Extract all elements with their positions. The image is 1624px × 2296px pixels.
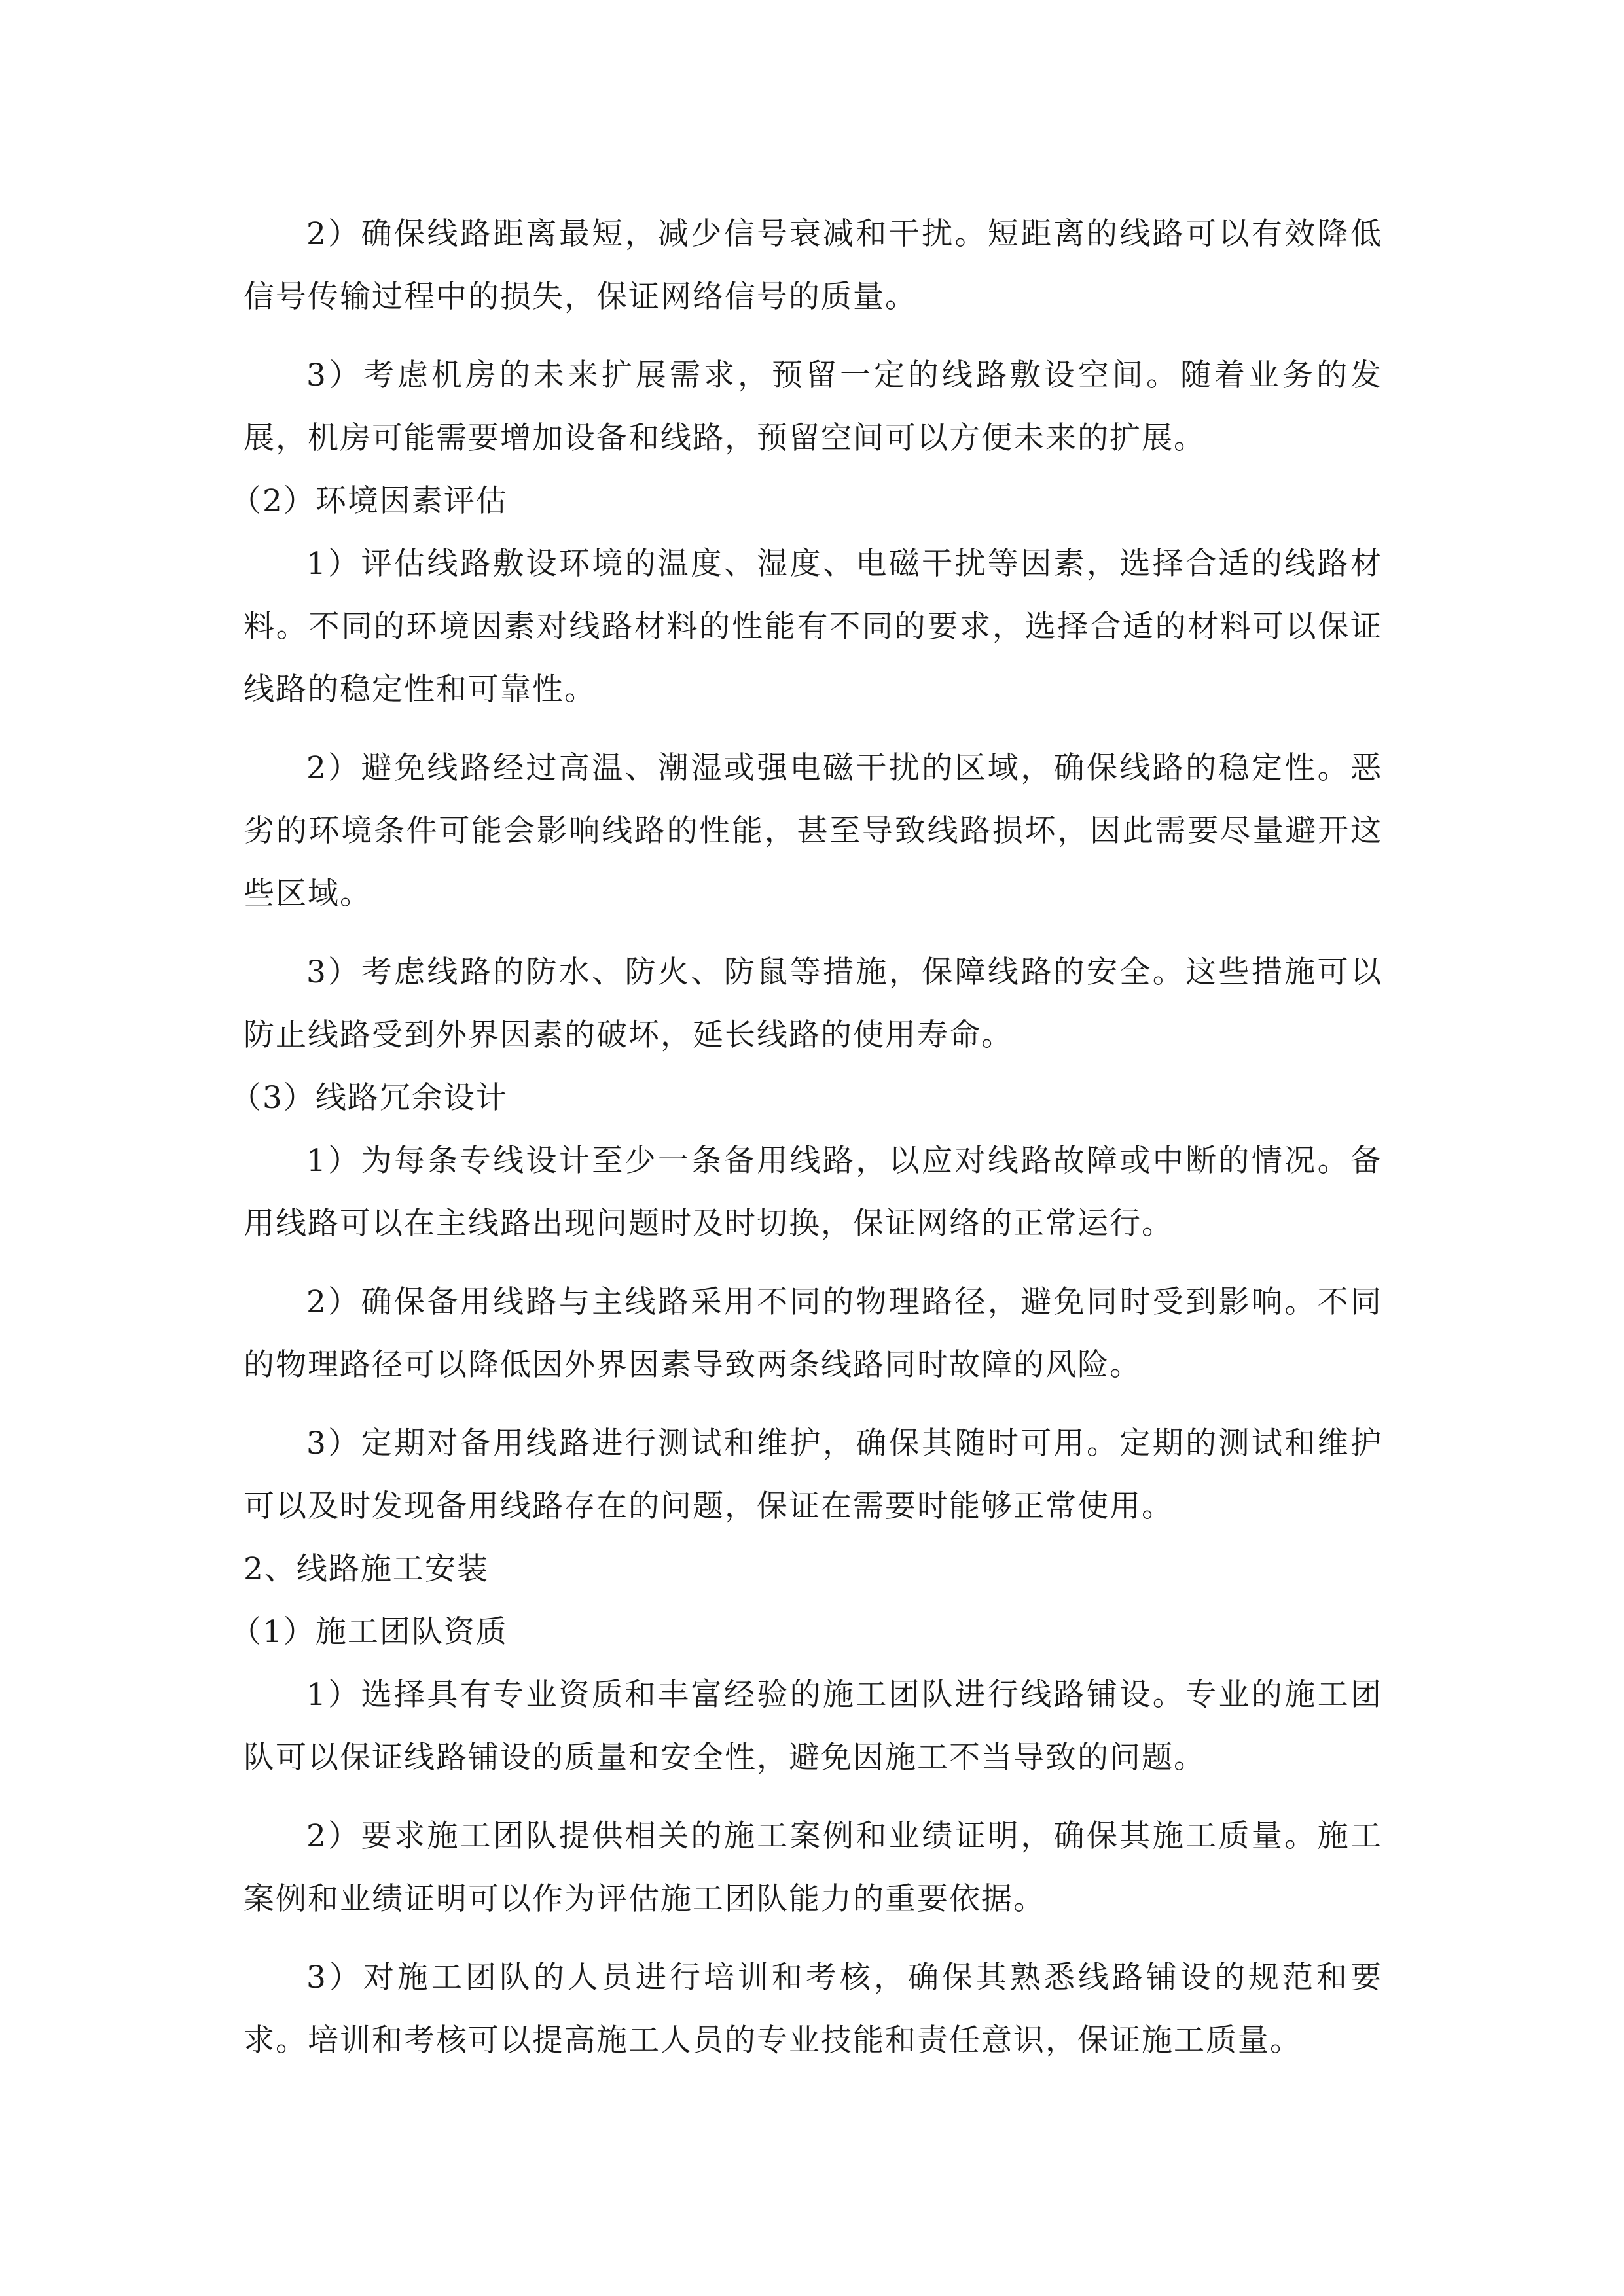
paragraph-3-training: 3）对施工团队的人员进行培训和考核，确保其熟悉线路铺设的规范和要求。培训和考核可以提高施工人员的专业技能和责任意识，保证施工质量。 bbox=[244, 1960, 1382, 2058]
paragraph-2-separate-paths: 2）确保备用线路与主线路采用不同的物理路径，避免同时受到影响。不同的物理路径可以降低因外界因素导致两条线路同时故障的风险。 bbox=[244, 1284, 1382, 1383]
paragraph-1-environment-assessment: 1）评估线路敷设环境的温度、湿度、电磁干扰等因素，选择合适的线路材料。不同的环境因素对线路材料的性能有不同的要求，选择合适的材料可以保证线路的稳定性和可靠性。 bbox=[244, 546, 1382, 708]
paragraph-3-protection-measures: 3）考虑线路的防水、防火、防鼠等措施，保障线路的安全。这些措施可以防止线路受到外界因素的破坏，延长线路的使用寿命。 bbox=[244, 954, 1382, 1053]
paragraph-1-select-team: 1）选择具有专业资质和丰富经验的施工团队进行线路铺设。专业的施工团队可以保证线路铺设的质量和安全性，避免因施工不当导致的问题。 bbox=[244, 1677, 1382, 1776]
paragraph-3-backup-testing: 3）定期对备用线路进行测试和维护，确保其随时可用。定期的测试和维护可以及时发现备用线路存在的问题，保证在需要时能够正常使用。 bbox=[244, 1426, 1382, 1524]
paragraph-2-case-proof: 2）要求施工团队提供相关的施工案例和业绩证明，确保其施工质量。施工案例和业绩证明可以作为评估施工团队能力的重要依据。 bbox=[244, 1818, 1382, 1917]
paragraph-3-future-expansion: 3）考虑机房的未来扩展需求，预留一定的线路敷设空间。随着业务的发展，机房可能需要增加设备和线路，预留空间可以方便未来的扩展。 bbox=[244, 357, 1382, 456]
section-heading-environment: （2）环境因素评估 bbox=[230, 483, 508, 519]
paragraph-2-shortest-route: 2）确保线路距离最短，减少信号衰减和干扰。短距离的线路可以有效降低信号传输过程中的损失，保证网络信号的质量。 bbox=[244, 216, 1382, 315]
section-heading-team-qualification: （1）施工团队资质 bbox=[230, 1614, 508, 1650]
section-heading-redundancy: （3）线路冗余设计 bbox=[230, 1080, 508, 1116]
paragraph-1-backup-line: 1）为每条专线设计至少一条备用线路，以应对线路故障或中断的情况。备用线路可以在主线路出现问题时及时切换，保证网络的正常运行。 bbox=[244, 1143, 1382, 1242]
chapter-heading-construction: 2、线路施工安装 bbox=[244, 1551, 489, 1587]
document-body bbox=[230, 203, 1382, 2072]
paragraph-2-avoid-hazard-areas: 2）避免线路经过高温、潮湿或强电磁干扰的区域，确保线路的稳定性。恶劣的环境条件可能会影响线路的性能，甚至导致线路损坏，因此需要尽量避开这些区域。 bbox=[244, 750, 1382, 912]
